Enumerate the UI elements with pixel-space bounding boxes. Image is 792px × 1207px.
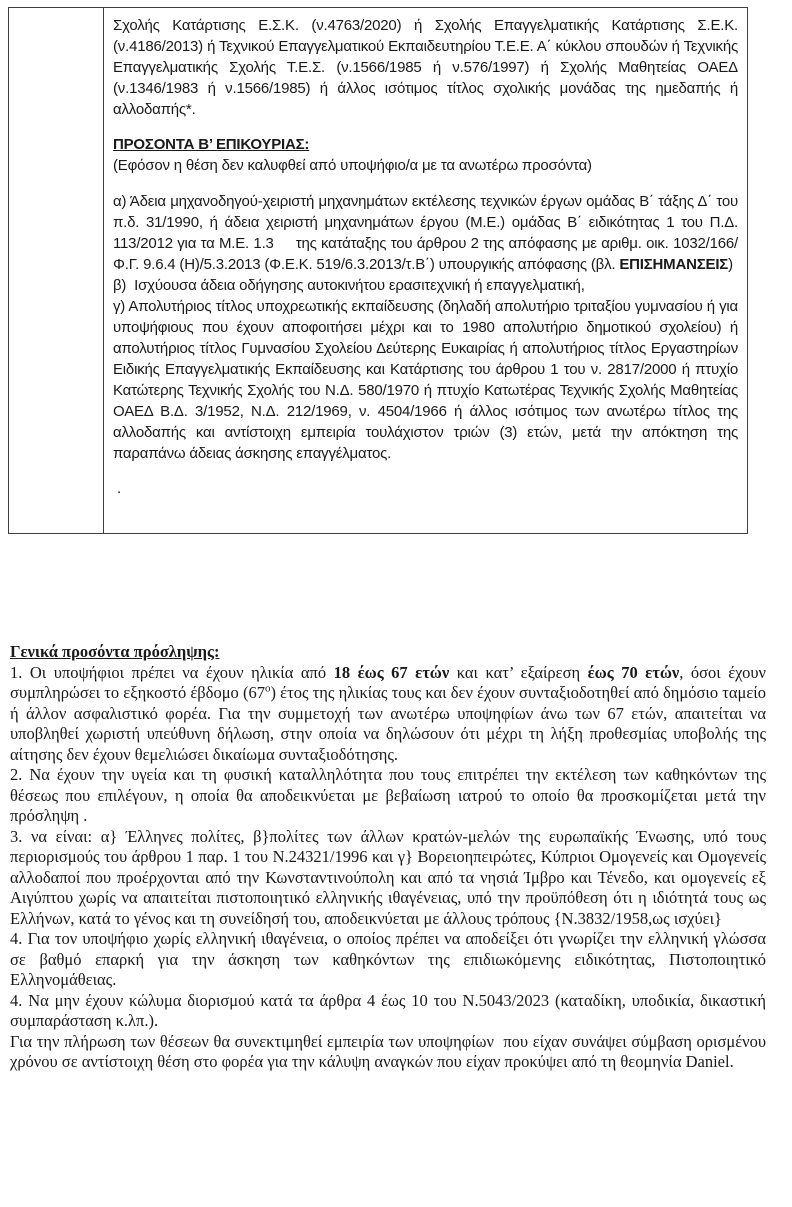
general-item-1-age-exception-bold: έως 70 ετών: [587, 662, 680, 682]
general-qualifications-section: [10, 642, 766, 1073]
general-item-4-impediment: 4. Να μην έχουν κώλυμα διορισμού κατά τα άρθρα 4 έως 10 του Ν.5043/2023 (καταδίκη, υποδικία, δικαστική συμπαράσταση κ.λπ.).: [10, 990, 766, 1030]
spacer: [113, 120, 738, 134]
general-item-1: [10, 663, 766, 766]
qualifications-table: [8, 7, 748, 534]
qualification-item-a: [113, 191, 738, 275]
table-content-cell: [104, 8, 747, 533]
spacer: [113, 176, 738, 191]
item-a-bold-reference: ΕΠΙΣΗΜΑΝΣΕΙΣ: [619, 256, 729, 273]
general-qualifications-heading: Γενικά προσόντα πρόσληψης:: [10, 642, 220, 661]
trailing-period-line: .: [113, 480, 121, 497]
general-item-1-seg1: 1. Οι υποψήφιοι πρέπει να έχουν ηλικία από: [10, 662, 334, 682]
ordinal-superscript: ο: [264, 682, 271, 695]
document-page: [0, 7, 792, 1207]
general-item-2: 2. Να έχουν την υγεία και τη φυσική καταλληλότητα που τους επιτρέπει την εκτέλεση των καθηκόντων της θέσεως που επιλέγουν, η οποία θα αποδεικνύεται με βεβαίωση ιατρού το οποίο θα προσκομίζεται μετά την πρόσληψη .: [10, 765, 766, 825]
qualification-item-b: β) Ισχύουσα άδεια οδήγησης αυτοκινήτου ερασιτεχνική ή επαγγελματική,: [113, 277, 585, 294]
general-item-3: 3. να είναι: α} Έλληνες πολίτες, β}πολίτες των άλλων κρατών-μελών της ευρωπαϊκής Ένωσης, υπό τους περιορισμούς του άρθρου 1 παρ. 1 του Ν.24321/1996 και γ} Βορειοηπειρώτες, Κύπριοι Ομογενείς και Ομογενείς αλλοδαποί που προέρχονται από την Κωνσταντινούπολη και από τα νησιά Ίμβρο και Τένεδο, και ομογενείς εξ Αιγύπτου χωρίς να απαιτείται πιστοποιητικό ελληνικής ιθαγένειας, υπό την προϋπόθεση ότι η ιδιότητά τους ως Ελλήνων, κατά το γένος και τη συνείδησή του, αποδεικνύεται με άλλους τρόπους {Ν.3832/1958,ως ισχύει}: [10, 826, 766, 928]
secondary-qualifications-heading: ΠΡΟΣΟΝΤΑ Β’ ΕΠΙΚΟΥΡΙΑΣ:: [113, 136, 310, 153]
qualifications-paragraph-main: Σχολής Κατάρτισης Ε.Σ.Κ. (ν.4763/2020) ή Σχολής Επαγγελματικής Κατάρτισης Σ.Ε.Κ. (ν.4186/2013) ή Τεχνικού Επαγγελματικού Εκπαιδευτηρίου Τ.Ε.Ε. Α΄ κύκλου σπουδών ή Τεχνικής Επαγγελματικής Σχολής Τ.Ε.Σ. (ν.1566/1985 ή ν.576/1997) ή Σχολής Μαθητείας ΟΑΕΔ (ν.1346/1983 ή ν.1566/1985) ή άλλος ισότιμος τίτλος σχολικής μονάδας της ημεδαπής ή αλλοδαπής*.: [113, 17, 738, 118]
table-label-cell: [9, 8, 104, 533]
general-item-1-seg3: , όσοι έχουν συμπληρώσει το εξηκοστό έβδομο (67: [10, 662, 766, 702]
general-item-1-seg4: ) έτος της ηλικίας τους και δεν έχουν συνταξιοδοτηθεί από δημόσιο ταμείο ή άλλον ασφαλιστικό φορέα. Για την συμμετοχή των ανωτέρω υποψηφίων άνω των 67 ετών, απαιτείται να υποβληθεί χωριστή υπεύθυνη δήλωση, στην οποία να δηλώσουν ότι μέχρι τη λήξη προθεσμίας υποβολής της αίτησης δεν έχουν θεμελιώσει δικαίωμα συνταξιοδότησης.: [10, 683, 767, 764]
secondary-qualifications-subnote: (Εφόσον η θέση δεν καλυφθεί από υποψήφιο/α με τα ανωτέρω προσόντα): [113, 157, 592, 174]
item-a-close: ): [728, 256, 733, 273]
general-experience-note: Για την πλήρωση των θέσεων θα συνεκτιμηθεί εμπειρία των υποψηφίων που είχαν συνάψει σύμβαση ορισμένου χρόνου σε αντίστοιχη θέση στο φορέα για την κάλυψη αναγκών που είχαν προκύψει από τη θεομηνία Daniel.: [10, 1031, 766, 1071]
spacer: [113, 464, 738, 478]
item-a-text: α) Άδεια μηχανοδηγού-χειριστή μηχανημάτων εκτέλεσης τεχνικών έργων ομάδας Β΄ τάξης Δ΄ του π.δ. 31/1990, ή άδεια χειριστή μηχανημάτων έργου (Μ.Ε.) ομάδας Β΄ ειδικότητας 1 του Π.Δ. 113/2012 για τα Μ.Ε. 1.3 της κατάταξης του άρθρου 2 της απόφασης με αριθμ. οικ. 1032/166/Φ.Γ. 9.6.4 (Η)/5.3.2013 (Φ.Ε.Κ. 519/6.3.2013/τ.Β΄) υπουργικής απόφασης (βλ.: [113, 193, 738, 273]
general-item-1-seg2: και κατ’ εξαίρεση: [449, 662, 588, 682]
general-item-1-age-range-bold: 18 έως 67 ετών: [333, 662, 450, 682]
general-item-4-language: 4. Για τον υποψήφιο χωρίς ελληνική ιθαγένεια, ο οποίος πρέπει να αποδείξει ότι γνωρίζει την ελληνική γλώσσα σε βαθμό επαρκή για την άσκηση των καθηκόντων της επιδιωκόμενης ειδικότητας, Πιστοποιητικό Ελληνομάθειας.: [10, 929, 766, 989]
qualification-item-c: γ) Απολυτήριος τίτλος υποχρεωτικής εκπαίδευσης (δηλαδή απολυτήριο τριταξίου γυμνασίου ή για υποψήφιους που έχουν αποφοιτήσει μέχρι και το 1980 απολυτήριο δημοτικού σχολείου) ή απολυτήριος τίτλος Γυμνασίου Σχολείου Δεύτερης Ευκαιρίας ή απολυτήριος τίτλος Εργαστηρίων Ειδικής Επαγγελματικής Εκπαίδευσης και Κατάρτισης του άρθρου 1 του ν. 2817/2000 ή πτυχίο Κατώτερης Τεχνικής Σχολής του Ν.Δ. 580/1970 ή πτυχίο Κατωτέρας Τεχνικής Σχολής Μαθητείας ΟΑΕΔ Β.Δ. 3/1952, Ν.Δ. 212/1969, ν. 4504/1966 ή άλλος ισότιμος των ανωτέρω τίτλος της αλλοδαπής και αντίστοιχη εμπειρία τουλάχιστον τριών (3) ετών, μετά την απόκτηση της παραπάνω άδειας άσκησης επαγγέλματος.: [113, 298, 738, 462]
